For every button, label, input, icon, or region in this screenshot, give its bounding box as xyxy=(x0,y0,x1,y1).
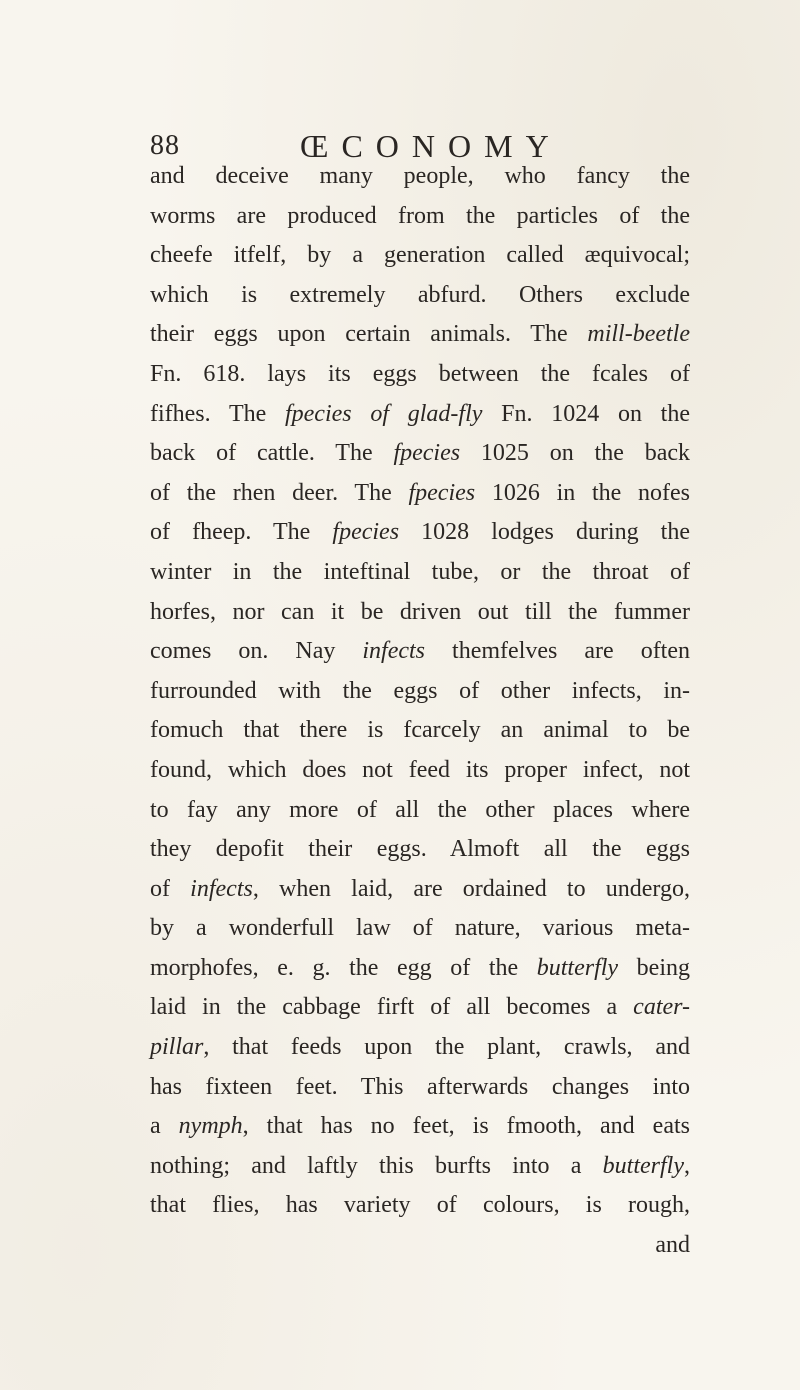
text-line xyxy=(150,434,690,474)
text-line xyxy=(150,236,690,276)
text-line xyxy=(150,395,690,435)
text-line xyxy=(150,909,690,949)
text-line xyxy=(150,315,690,355)
italic-term: infects xyxy=(190,875,253,902)
text-run: which is extremely abfurd. Others exclude xyxy=(150,281,690,308)
text-run: 1025 on the back xyxy=(460,440,690,467)
text-line xyxy=(150,751,690,791)
text-run: Fn. 618. lays its eggs between the fcales of xyxy=(150,360,690,387)
italic-term: fpecies xyxy=(408,479,476,506)
text-run: 1026 in the nofes xyxy=(475,479,690,506)
text-run: , when laid, are ordained to undergo, xyxy=(252,875,690,902)
italic-term: butterfly xyxy=(602,1152,684,1179)
text-run: to fay any more of all the other places where xyxy=(150,796,690,823)
italic-term: butterfly xyxy=(536,954,619,981)
text-run: horfes, nor can it be driven out till the fummer xyxy=(150,598,690,625)
italic-term: pillar xyxy=(150,1034,204,1061)
text-run: laid in the cabbage firft of all becomes a xyxy=(150,994,634,1021)
text-line xyxy=(150,1068,690,1108)
text-run: has fixteen feet. This afterwards changes into xyxy=(150,1073,690,1100)
text-run: winter in the inteftinal tube, or the throat of xyxy=(150,558,690,585)
body-text xyxy=(150,157,690,1266)
text-run: cheefe itfelf, by a generation called æquivocal; xyxy=(150,242,690,269)
text-line xyxy=(150,1107,690,1147)
text-line xyxy=(150,711,690,751)
italic-term: fpecies of glad-fly xyxy=(284,400,483,427)
text-line xyxy=(150,632,690,672)
text-run: that flies, has variety of colours, is rough, xyxy=(150,1192,690,1219)
italic-term: fpecies xyxy=(332,519,400,546)
text-line xyxy=(150,1147,690,1187)
text-line xyxy=(150,593,690,633)
text-run: by a wonderfull law of nature, various meta- xyxy=(150,915,690,942)
text-line xyxy=(150,276,690,316)
text-run: furrounded with the eggs of other infects, in- xyxy=(150,677,690,704)
text-run: and deceive many people, who fancy the xyxy=(150,163,690,189)
text-line xyxy=(150,672,690,712)
italic-term: infects xyxy=(362,638,426,665)
text-run: found, which does not feed its proper infect, not xyxy=(150,756,690,783)
text-run: back of cattle. The xyxy=(150,440,394,467)
text-run: , that has no feet, is fmooth, and eats xyxy=(242,1113,690,1140)
text-run: of the rhen deer. The xyxy=(150,479,409,506)
running-head: ŒCONOMY xyxy=(300,128,562,164)
text-run: their eggs upon certain animals. The xyxy=(150,321,588,348)
text-run: 1028 lodges during the xyxy=(399,519,690,546)
text-line xyxy=(150,474,690,514)
text-run: themfelves are often xyxy=(425,638,691,665)
text-line xyxy=(150,1028,690,1068)
text-line xyxy=(150,1186,690,1226)
text-line xyxy=(150,513,690,553)
text-run: nothing; and laftly this burfts into a xyxy=(150,1152,603,1179)
text-run: worms are produced from the particles of the xyxy=(150,202,690,229)
text-line xyxy=(150,553,690,593)
text-run: they depofit their eggs. Almoft all the eggs xyxy=(150,836,690,863)
text-line xyxy=(150,197,690,237)
italic-term: cater- xyxy=(633,994,690,1021)
text-line xyxy=(150,157,690,197)
text-line xyxy=(150,791,690,831)
italic-term: mill-beetle xyxy=(587,321,690,348)
text-run: fomuch that there is fcarcely an animal to be xyxy=(150,717,690,744)
text-run: morphofes, e. g. the egg of the xyxy=(150,954,537,981)
text-line xyxy=(150,949,690,989)
catchword: and xyxy=(655,1232,690,1259)
text-run: fifhes. The xyxy=(150,400,285,427)
text-run: Fn. 1024 on the xyxy=(482,400,690,427)
text-run: a xyxy=(150,1113,179,1140)
page-number: 88 xyxy=(150,130,180,161)
text-run: comes on. Nay xyxy=(150,638,363,665)
text-run: being xyxy=(618,954,690,981)
italic-term: nymph xyxy=(178,1113,243,1140)
text-run: of xyxy=(150,875,191,902)
text-line xyxy=(150,988,690,1028)
text-run: of fheep. The xyxy=(150,519,333,546)
text-line xyxy=(150,830,690,870)
text-line xyxy=(150,870,690,910)
text-run: , that feeds upon the plant, crawls, and xyxy=(203,1034,690,1061)
text-line xyxy=(150,355,690,395)
italic-term: fpecies xyxy=(393,440,461,467)
text-run: , xyxy=(684,1152,690,1179)
